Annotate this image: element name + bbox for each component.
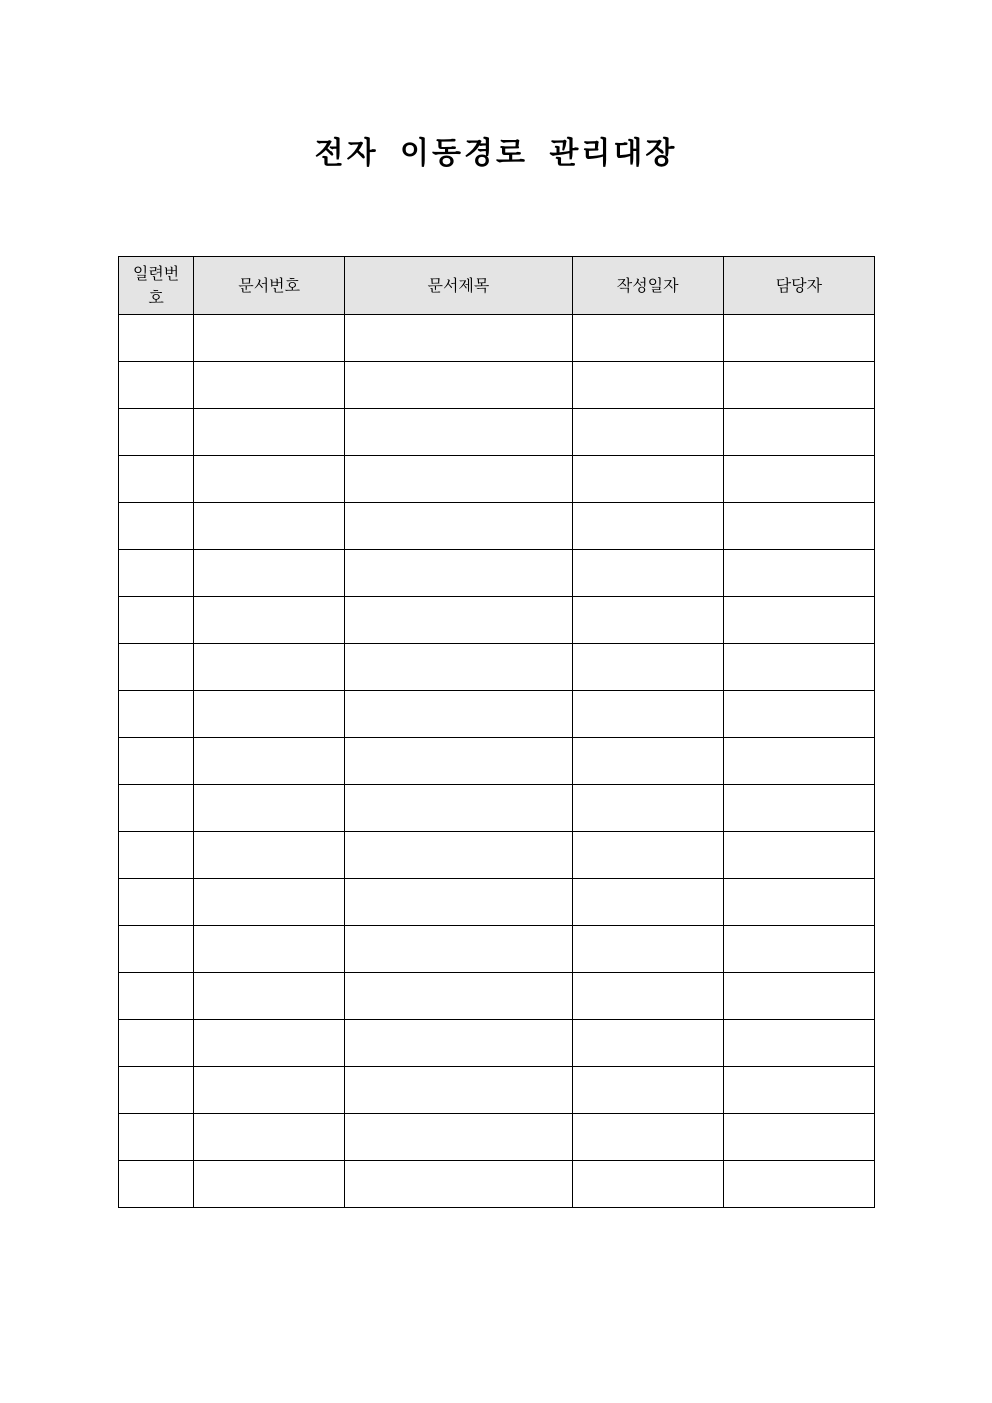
doc-number-cell[interactable] — [194, 1067, 345, 1114]
doc-title-cell[interactable] — [345, 738, 572, 785]
doc-number-cell[interactable] — [194, 644, 345, 691]
table-body — [119, 315, 875, 1208]
doc-number-cell[interactable] — [194, 1020, 345, 1067]
table-row — [119, 503, 875, 550]
table-row — [119, 879, 875, 926]
table-header-row — [119, 257, 875, 315]
table-row — [119, 409, 875, 456]
doc-title-cell[interactable] — [345, 362, 572, 409]
doc-number-cell[interactable] — [194, 409, 345, 456]
table-row — [119, 597, 875, 644]
date-cell[interactable] — [572, 973, 723, 1020]
doc-number-cell[interactable] — [194, 691, 345, 738]
serial-cell[interactable] — [119, 926, 194, 973]
serial-cell[interactable] — [119, 785, 194, 832]
owner-cell[interactable] — [723, 879, 874, 926]
date-cell[interactable] — [572, 926, 723, 973]
date-cell[interactable] — [572, 691, 723, 738]
date-cell[interactable] — [572, 1114, 723, 1161]
column-header-doc-number: 문서번호 — [194, 257, 345, 315]
owner-cell[interactable] — [723, 597, 874, 644]
doc-title-cell[interactable] — [345, 1114, 572, 1161]
doc-title-cell[interactable] — [345, 503, 572, 550]
doc-number-cell[interactable] — [194, 362, 345, 409]
column-header-doc-title: 문서제목 — [345, 257, 572, 315]
date-cell[interactable] — [572, 1067, 723, 1114]
table-row — [119, 1067, 875, 1114]
doc-number-cell[interactable] — [194, 926, 345, 973]
owner-cell[interactable] — [723, 456, 874, 503]
doc-title-cell[interactable] — [345, 644, 572, 691]
owner-cell[interactable] — [723, 550, 874, 597]
date-cell[interactable] — [572, 409, 723, 456]
doc-title-cell[interactable] — [345, 973, 572, 1020]
owner-cell[interactable] — [723, 1114, 874, 1161]
date-cell[interactable] — [572, 644, 723, 691]
doc-number-cell[interactable] — [194, 597, 345, 644]
table-row — [119, 738, 875, 785]
date-cell[interactable] — [572, 1161, 723, 1208]
date-cell[interactable] — [572, 503, 723, 550]
table-row — [119, 691, 875, 738]
doc-title-cell[interactable] — [345, 597, 572, 644]
owner-cell[interactable] — [723, 785, 874, 832]
doc-title-cell[interactable] — [345, 785, 572, 832]
doc-number-cell[interactable] — [194, 1114, 345, 1161]
doc-title-cell[interactable] — [345, 1067, 572, 1114]
serial-cell[interactable] — [119, 738, 194, 785]
serial-cell[interactable] — [119, 691, 194, 738]
owner-cell[interactable] — [723, 362, 874, 409]
date-cell[interactable] — [572, 456, 723, 503]
serial-cell[interactable] — [119, 1161, 194, 1208]
doc-number-cell[interactable] — [194, 832, 345, 879]
table-row — [119, 926, 875, 973]
owner-cell[interactable] — [723, 691, 874, 738]
ledger-table — [118, 256, 875, 1208]
column-header-date: 작성일자 — [572, 257, 723, 315]
owner-cell[interactable] — [723, 1067, 874, 1114]
serial-cell[interactable] — [119, 644, 194, 691]
doc-title-cell[interactable] — [345, 550, 572, 597]
owner-cell[interactable] — [723, 973, 874, 1020]
owner-cell[interactable] — [723, 1161, 874, 1208]
doc-title-cell[interactable] — [345, 1020, 572, 1067]
serial-cell[interactable] — [119, 973, 194, 1020]
doc-title-cell[interactable] — [345, 409, 572, 456]
table-row — [119, 456, 875, 503]
table-row — [119, 973, 875, 1020]
table-row — [119, 785, 875, 832]
doc-number-cell[interactable] — [194, 785, 345, 832]
serial-cell[interactable] — [119, 832, 194, 879]
table-row — [119, 1161, 875, 1208]
serial-cell[interactable] — [119, 1067, 194, 1114]
serial-cell[interactable] — [119, 503, 194, 550]
owner-cell[interactable] — [723, 926, 874, 973]
table-row — [119, 644, 875, 691]
doc-title-cell[interactable] — [345, 315, 572, 362]
date-cell[interactable] — [572, 1020, 723, 1067]
doc-title-cell[interactable] — [345, 691, 572, 738]
serial-cell[interactable] — [119, 879, 194, 926]
doc-number-cell[interactable] — [194, 1161, 345, 1208]
doc-number-cell[interactable] — [194, 879, 345, 926]
owner-cell[interactable] — [723, 738, 874, 785]
date-cell[interactable] — [572, 550, 723, 597]
serial-cell[interactable] — [119, 1114, 194, 1161]
doc-number-cell[interactable] — [194, 503, 345, 550]
owner-cell[interactable] — [723, 503, 874, 550]
date-cell[interactable] — [572, 597, 723, 644]
doc-number-cell[interactable] — [194, 738, 345, 785]
serial-cell[interactable] — [119, 409, 194, 456]
owner-cell[interactable] — [723, 409, 874, 456]
owner-cell[interactable] — [723, 832, 874, 879]
column-header-label: 일련번호 — [132, 263, 180, 307]
table-row — [119, 1114, 875, 1161]
doc-title-cell[interactable] — [345, 926, 572, 973]
table-row — [119, 832, 875, 879]
table-row — [119, 362, 875, 409]
doc-number-cell[interactable] — [194, 550, 345, 597]
date-cell[interactable] — [572, 315, 723, 362]
date-cell[interactable] — [572, 785, 723, 832]
doc-title-cell[interactable] — [345, 879, 572, 926]
document-title: 전자 이동경로 관리대장 — [314, 136, 678, 171]
table-row — [119, 315, 875, 362]
serial-cell[interactable] — [119, 550, 194, 597]
owner-cell[interactable] — [723, 315, 874, 362]
serial-cell[interactable] — [119, 362, 194, 409]
date-cell[interactable] — [572, 832, 723, 879]
doc-number-cell[interactable] — [194, 456, 345, 503]
owner-cell[interactable] — [723, 1020, 874, 1067]
serial-cell[interactable] — [119, 315, 194, 362]
serial-cell[interactable] — [119, 1020, 194, 1067]
owner-cell[interactable] — [723, 644, 874, 691]
serial-cell[interactable] — [119, 597, 194, 644]
column-header-serial — [119, 257, 194, 315]
doc-title-cell[interactable] — [345, 832, 572, 879]
date-cell[interactable] — [572, 362, 723, 409]
date-cell[interactable] — [572, 738, 723, 785]
serial-cell[interactable] — [119, 456, 194, 503]
table-row — [119, 550, 875, 597]
doc-number-cell[interactable] — [194, 315, 345, 362]
date-cell[interactable] — [572, 879, 723, 926]
column-header-owner: 담당자 — [723, 257, 874, 315]
table-row — [119, 1020, 875, 1067]
doc-title-cell[interactable] — [345, 456, 572, 503]
doc-number-cell[interactable] — [194, 973, 345, 1020]
doc-title-cell[interactable] — [345, 1161, 572, 1208]
